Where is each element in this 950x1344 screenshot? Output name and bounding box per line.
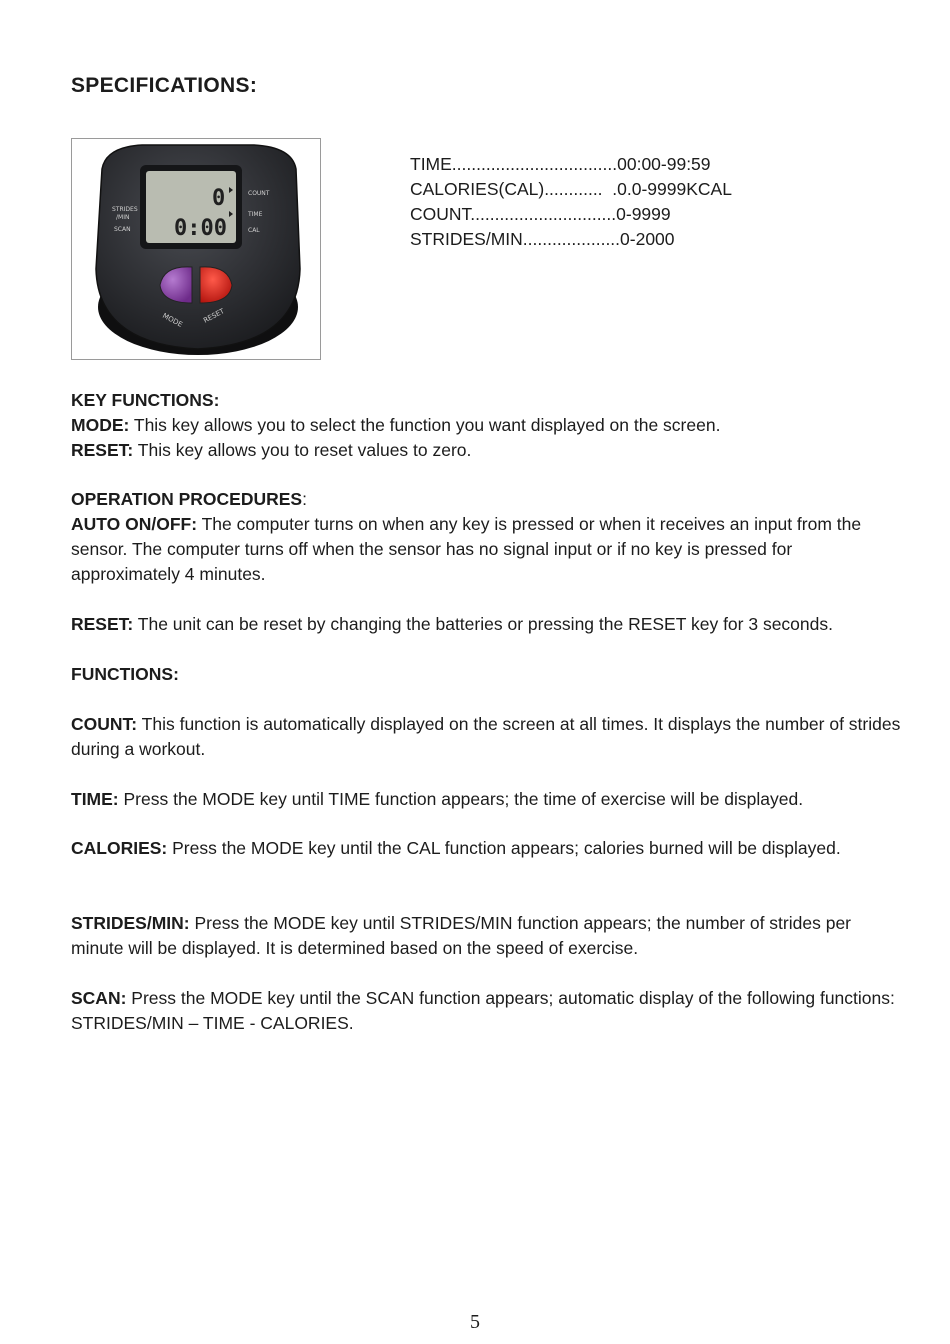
mode-label: MODE: xyxy=(71,415,130,435)
operation-reset-text: The unit can be reset by changing the batteries or pressing the RESET key for 3 seconds. xyxy=(133,614,833,634)
lcd-bottom-value: 0:00 xyxy=(174,216,227,241)
lcd-top-value: 0 xyxy=(212,186,226,211)
mode-description xyxy=(71,413,901,438)
calories-text: Press the MODE key until the CAL function appears; calories burned will be displayed. xyxy=(167,838,841,858)
strides-text: Press the MODE key until STRIDES/MIN function appears; the number of strides per minute will be displayed. It is determined based on the speed of exercise. xyxy=(71,913,852,958)
scan-description xyxy=(71,986,901,1036)
reset-text: This key allows you to reset values to zero. xyxy=(133,440,472,460)
count-label: COUNT: xyxy=(71,714,138,734)
label-time: TIME xyxy=(248,211,263,218)
auto-onoff-label: AUTO ON/OFF: xyxy=(71,514,198,534)
key-functions-heading: KEY FUNCTIONS: xyxy=(71,390,220,410)
label-min: /MIN xyxy=(116,214,130,221)
count-description xyxy=(71,712,901,762)
key-functions-section xyxy=(71,388,901,463)
mode-text: This key allows you to select the function you want displayed on the screen. xyxy=(129,415,721,435)
reset-button-label: RESET xyxy=(202,307,226,325)
label-scan: SCAN xyxy=(114,226,131,233)
spec-calories: CALORIES(CAL)............ .0.0-9999KCAL xyxy=(410,179,732,199)
reset-label: RESET: xyxy=(71,440,134,460)
spec-strides: STRIDES/MIN....................0-2000 xyxy=(410,229,675,249)
label-cal: CAL xyxy=(248,227,260,234)
page-title: SPECIFICATIONS: xyxy=(71,74,258,97)
auto-onoff-description xyxy=(71,512,901,587)
strides-description xyxy=(71,911,901,961)
console-illustration xyxy=(72,139,320,359)
operation-heading-colon: : xyxy=(302,489,307,509)
calories-description xyxy=(71,836,901,861)
reset-description xyxy=(71,438,901,463)
scan-label: SCAN: xyxy=(71,988,127,1008)
console-photo xyxy=(71,138,321,360)
operation-reset-description xyxy=(71,612,901,637)
time-description xyxy=(71,787,901,812)
strides-label: STRIDES/MIN: xyxy=(71,913,190,933)
calories-label: CALORIES: xyxy=(71,838,168,858)
functions-heading: FUNCTIONS: xyxy=(71,664,179,684)
spec-time: TIME..................................00:00-99:59 xyxy=(410,154,711,174)
label-count: COUNT xyxy=(248,190,270,197)
time-label: TIME: xyxy=(71,789,119,809)
operation-heading: OPERATION PROCEDURES xyxy=(71,489,303,509)
operation-heading-line xyxy=(71,487,901,512)
operation-section xyxy=(71,487,901,587)
scan-text: Press the MODE key until the SCAN function appears; automatic display of the following functions: STRIDES/MIN – TIME - CALORIES. xyxy=(71,988,895,1033)
count-text: This function is automatically displayed on the screen at all times. It displays the number of strides during a workout. xyxy=(71,714,901,759)
specs-list xyxy=(410,152,732,252)
auto-onoff-text: The computer turns on when any key is pressed or when it receives an input from the sensor. The computer turns off when the sensor has no signal input or if no key is pressed for approximately 4 minutes. xyxy=(71,514,862,584)
mode-button-label: MODE xyxy=(161,311,184,329)
time-text: Press the MODE key until TIME function appears; the time of exercise will be displayed. xyxy=(118,789,804,809)
label-strides: STRIDES xyxy=(112,206,138,213)
page-number: 5 xyxy=(470,1311,480,1333)
operation-reset-label: RESET: xyxy=(71,614,134,634)
spec-count: COUNT..............................0-9999 xyxy=(410,204,671,224)
